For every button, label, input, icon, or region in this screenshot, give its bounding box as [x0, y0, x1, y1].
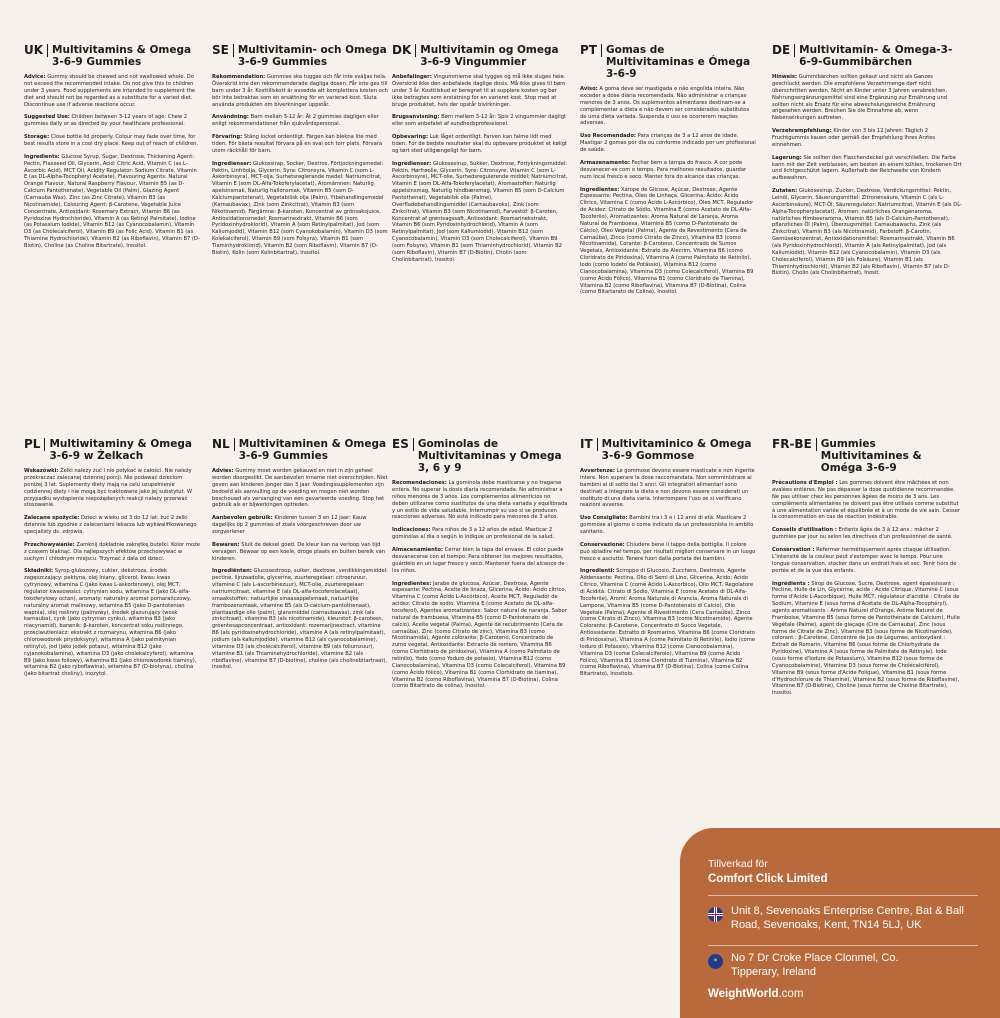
advice: Rekommendation: Gummies ska tuggas och får inte sväljas hela. Överskrid inte den rekommenderade dagliga dosen. Får inte ges till barn under 3 år. Kosttillskott är avsedda att komplettera kosten och bör inte betraktas som en ersättning för en varierad kost. Sluta använda produkten om biverkningar uppstår.	[212, 74, 388, 108]
section-title: Multivitamins & Omega 3-6-9 Gummies	[52, 44, 192, 69]
section-header	[580, 44, 756, 80]
section-header	[580, 438, 756, 462]
language-code: ES	[392, 438, 414, 451]
ingredients: Ingredienti: Sciroppo di Glucosio, Zucchero, Destrosio, Agente Addensante: Pectina, Olio di Semi di Lino, Glicerina, Acido: Acido Citrico, Vitamina C (come Acido L-Ascorbico), Olio MCT, Regolatore di Acidità: Citrato di Sodio, Vitamina E (come Acetato di DL-Alfa-Tocoferile), Aromi: Aroma Naturale di Arancia, Aroma Naturale di Lampone, Vitamina B5 (come D-Pantotenato di Calcio), Olio Vegetale (Palma), Agente di Rivestimento (Cera Carnauba), Zinco (come Citrato di Zinco), Vitamina B3 (come Nicotinamide), Agente Colorante: β-Carotene, Concentrato di Succo Vegetale, Antiossidante: Estratto di Rosmarino, Vitamina B6 (come Cloridrato di Piridossina), Vitamina A (come Palmitato di Retinile), Iodio (come Ioduro di Potassio), Vitamina B12 (come Cianocobalamina), Vitamina D3 (come Colecalciferolo), Vitamina B9 (come Acido Folico), Vitamina B1 (come Cloridrato di Tiamina), Vitamina B2 (come Riboflavina), Vitamina B7 (D-Biotina), Colina (come Colina Bitartrato), Inositolo.	[580, 568, 756, 678]
section-header	[212, 438, 388, 462]
ingredients: Ingrediënten: Glucosestroop, suiker, dextrose, verdikkingsmiddel: pectine, lijnzaadolie, glycerine, zuurteregelaar: citroenzuur, vitamine C (als L-ascorbinezuur), MCT-olie, zuurteregelaar: natriumcitraat, vitamine E (als DL-alfa-tocoferolacetaat), smaakstoffen: natuurlijke sinaasappelsmaak, natuurlijke frambozensmaak, vitamine B5 (als D-calcium-pantothenaat), plantaardige olie (palm), glansmiddel (carnaubawas), zink (als zinkcitraat), vitamine B3 (als nicotinamide), kleurstof: β-caroteen, groentesapconcentraat, antioxidant: rozemarijnextract, vitamine B6 (als pyridoxinehydrochloride), vitamine A (als retinylpalmitaat), jodium (als kaliumjodide), vitamine B12 (als cyanocobalamine), vitamine D3 (als cholecalciferol), vitamine B9 (als foliumzuur), vitamine B1 (als Thiaminehydrochloride), vitamine B2 (als riboflavine), vitamine B7 (D-biotine), choline (als cholinebitartraat), inositol.	[212, 568, 388, 671]
language-code: SE	[212, 44, 234, 57]
ingredients: Ingrédients : Sirop de Glucose, Sucre, Dextrose, agent épaississant : Pectine, Huile de Lin, Glycérine, acide : Acide Citrique, Vitamine C (sous forme d'Acide L-Ascorbique), Huile MCT, régulateur d'acidité : Citrate de Sodium, Vitamine E (sous forme d'Acétate de DL-Alpha-Tocophéryl), agents aromatisants : Arôme Naturel d'Orange, Arôme Naturel de Framboise, Vitamine B5 (sous forme de Pantothénate de Calcium), Huile Végétale (Palme), agent de glaçage (Cire de Carnauba), Zinc (sous forme de Citrate de Zinc), Vitamine B3 (sous forme de Nicotinamide), colorant : β-Carotène, Concentré de Jus de Légumes, antioxydant : Extrait de Romarin, Vitamine B6 (sous forme de Chlorhydrate de Pyridoxine), Vitamine A (sous forme de Palmitate de Rétinyle), Iode (sous forme d'Iodure de Potassium), Vitamine B12 (sous forme de Cyanocobalamine), Vitamine D3 (sous forme de Cholécalciférol), Vitamine B9 (sous forme d'Acide Folique), Vitamine B1 (sous forme d'Hydrochlorure de Thiamine), Vitamine B2 (sous forme de Riboflavine), Vitamine B7 (D-Biotine), Choline (sous forme de Choline Bitartrate), Inositol.	[772, 580, 960, 697]
section-title: Multivitaminico & Omega 3-6-9 Gommose	[601, 438, 752, 463]
language-code: FR-BE	[772, 438, 817, 451]
ingredients: Zutaten: Glukosesirup, Zucker, Dextrose, Verdickungsmittel: Pektin, Leinöl, Glycerin, Säuerungsmittel: Zitronensäure, Vitamin C (als L-Ascorbinsäure), MCT-Öl, Säureregulator: Natriumcitrat, Vitamin E (als DL-Alpha-Tocopherylacetat), Aromen: natürliches Orangenaroma, natürliches Himbeeraroma, Vitamin B5 (als D-Calcium-Pantothenat), pflanzliches Öl (Palm), Überzugsmittel: Carnaubawachs, Zink (als Zinkcitrat), Vitamin B3 (als Nicotinamid), Farbstoff: β-Carotin, Gemüsekonzentrat, Antioxidationsmittel: Rosmarinextrakt, Vitamin B6 (als Pyridoxinhydrochlorid), Vitamin A (als Retinylpalmitat), Jod (als Kaliumiodid), Vitamin B12 (als Cyanocobalamin), Vitamin D3 (als Cholecalciferol), Vitamin B9 (als Folsäure), Vitamin B1 (als Thiaminhydrochlorid), Vitamin B2 (als Riboflavin), Vitamin B7 (als D-Biotin), Cholin (als Cholinbitartrat), Inosit.	[772, 188, 962, 277]
advice: Advice: Gummy should be chewed and not swallowed whole. Do not exceed the recommended intake. Do not give this to children under 3 years. Food supplements are intended to supplement the diet and should not be regarded as a substitute for a varied diet. Discontinue use if adverse reactions occur.	[24, 74, 196, 108]
section-de	[772, 44, 962, 283]
uk-address-row	[708, 905, 978, 933]
section-title: Multivitamin- och Omega 3-6-9 Gummies	[237, 44, 387, 69]
language-code: NL	[212, 438, 235, 451]
storage: Storage: Close bottle lid properly. Colour may fade over time, for best results store in a cool dry place. Keep out of reach of children.	[24, 134, 199, 147]
section-pt	[580, 44, 756, 302]
section-title: Gummies Multivitamines & Oméga 3-6-9	[820, 438, 922, 475]
storage: Armazenamento: Fechar bem a tampa do frasco. A cor pode desvanecer-se com o tempo. Para melhores resultados, guardar num local fresco e seco. Manter fora do alcance das crianças.	[580, 159, 747, 180]
section-title: Multiwitaminy & Omega 3-6-9 w Żelkach	[49, 438, 192, 463]
storage: Lagerung: Sie sollten den Flaschendeckel gut verschließen. Die Farbe kann mit der Zeit verblassen, am besten an einem kühlen, trockenen Ort und lichtgeschützt lagern. Außerhalb der Reichweite von Kindern aufbewahren.	[772, 154, 962, 182]
section-nl	[212, 438, 388, 677]
manufacturer-panel	[680, 828, 1000, 1018]
ie-address: No 7 Dr Croke Place Clonmel, Co. Tipperary, Ireland	[731, 952, 899, 978]
section-header	[24, 438, 200, 462]
section-title: Gomas de Multivitaminas e Ómega 3-6-9	[605, 44, 751, 81]
storage: Conservazione: Chiudere bene il tappo della bottiglia. Il colore può sbiadire nel tempo, per risultati migliori conservare in un luogo fresco e asciutto. Tenere fuori dalla portata dei bambini.	[580, 541, 756, 562]
advice: Avvertenze: Le gommose devono essere masticate e non ingerite intere. Non superare la dose raccomandata. Non somministrare ai bambini al di sotto dei 3 anni. Gli integratori alimentari sono destinati a integrare la dieta e non devono essere considerati un sostituto di una dieta varia. Interrompere l'uso se si verificano reazioni avverse.	[580, 468, 755, 509]
ingredients: Ingredientes: Jarabe de glucosa, Azúcar, Dextrosa, Agente espesante: Pectina, Aceite de linaza, Glicerina, Ácido: Ácido cítrico, Vitamina C (como Ácido L-Ascórbico), Aceite MCT, Regulador de acidez: Citrato de sodio, Vitamina E (como Acetato de DL-alfa-tocoferol), Agentes aromatizantes: Sabor natural de naranja, Sabor natural de frambuesa, Vitamina B5 (como D-Pantotenato de calcio), Aceite vegetal (Palma), Agente de recubrimiento (Cera de carnaúba), Zinc (como Citrato de zinc), Vitamina B3 (como Nicotinamida), Agente colorante: β-Caroteno, Concentrado de zumo vegetal, Antioxidante: Extracto de romero, Vitamina B6 (como Clorhidrato de piridoxina), Vitamina A (como Palmitato de retinilo), Yodo (como Yoduro de potasio), Vitamina B12 (como Cianocobalamina), Vitamina D3 (como Colecalciferol), Vitamina B9 (como Ácido fólico), Vitamina B1 (como Clorhidrato de tiamina), Vitamina B2 (como Riboflavina), Vitamina B7 (D-Biotina), Colina (como Bitartrato de colina), Inositol.	[392, 580, 567, 690]
section-pl	[24, 438, 200, 684]
website-link[interactable]	[708, 988, 803, 1000]
language-code: UK	[24, 44, 48, 57]
company-name: Comfort Click Limited	[708, 873, 828, 885]
language-code: PL	[24, 438, 45, 451]
eu-flag-icon: ✶	[708, 954, 723, 969]
storage: Almacenamiento: Cerrar bien la tapa del envase. El color puede desvanecerse con el tiempo. Para obtener los mejores resultados, guárdelo en un lugar fresco y seco. Mantener fuera del alcance de los niños.	[392, 547, 565, 574]
section-header	[24, 44, 200, 68]
ingredients: Ingredienser: Glukossirap, Socker, Dextros, Förtjockningsmedel: Pektin, Linfröolja, Glycerin, Syra: Citronsyra, Vitamin C (som L-Askorbinsyra), MCT-olja, Surhetsreglerande medel: Natriumcitrat, Vitamin E (som DL-Alfa-Tokoferylacetat), Aromämnen: Naturlig apelsinsmak, Naturlig hallonsmak, Vitamin B5 (som D-Kalciumpantotenat), Vegetabilisk olja (Palm), Ytbehandlingsmedel (Karnaubavax), Zink (som Zinkcitrat), Vitamin B3 (som Nikotinamid), Färgämne: β-karoten, Koncentrat av grönsaksjuice, Antioxidationsmedel: Rosmarinextrakt, Vitamin B6 (som Pyridoxinhydroklorid), Vitamin A (som Retinylpalmitat), Jod (som Kaliumjodid), Vitamin B12 (som Cyanokobalamin), Vitamin D3 (som Kolekalciferol), Vitamin B9 (som Folsyra), Vitamin B1 (som Tiaminhydroklorid), Vitamin B2 (som Riboflavin), Vitamin B7 (D-Biotin), Kolin (som Kolinbitartrat), Inositol.	[212, 160, 388, 256]
section-fr-be	[772, 438, 962, 703]
advice: Précautions d'Emploi : Les gommes doivent être mâchées et non avalées entières. Ne pas dépasser la dose quotidienne recommandée. Ne pas utiliser chez les personnes âgées de moins de 3 ans. Les compléments alimentaires ne doivent pas être utilisés comme substitut à une alimentation variée et équilibrée et à un mode de vie sain. Cesser la consommation en cas de réaction indésirable.	[772, 480, 961, 521]
storage: Bewaren: Sluit de deksel goed. De kleur kan na verloop van tijd vervagen. Bewaar op een koele, droge plaats en buiten bereik van kinderen.	[212, 541, 386, 562]
language-code: PT	[580, 44, 602, 57]
section-title: Multivitamin og Omega 3-6-9 Vingummier	[420, 44, 559, 69]
language-code: DE	[772, 44, 795, 57]
advice: Aviso: A goma deve ser mastigada e não engolida inteira. Não exceder a dose diária recomendada. Não administrar a crianças menores de 3 anos. Os suplementos alimentares destinam-se a complementar a dieta e não devem ser considerados substitutos de uma dieta variada. Suspenda o uso se ocorrerem reações adversas.	[580, 86, 750, 127]
website-bold: WeightWorld	[708, 988, 779, 1000]
suggested-use: Uso Recomendado: Para crianças de 3 a 12 anos de idade. Mastigar 2 gomas por dia ou conforme indicado por um profissional de saúde.	[580, 133, 756, 154]
storage: Przechowywanie: Zamknij dokładnie zakrętkę butelki. Kolor może z czasem blaknąć. Dla najlepszych efektów przechowywać w suchym i chłodnym miejscu. Trzymać z dala od dzieci.	[24, 541, 200, 562]
advice: Hinweis: Gummibärchen sollten gekaut und nicht als Ganzes geschluckt werden. Die empfohlene Verzehrmenge darf nicht überschritten werden. Nicht an Kinder unter 3 Jahren verabreichen. Nahrungsergänzungsmittel sind eine Ergänzung zur Ernährung und sollten nicht als Ersatz für eine abwechslungsreiche Ernährung angesehen werden. Brechen Sie die Einnahme ab, wenn Nebenwirkungen auftreten.	[772, 74, 948, 122]
ingredients: Ingredients: Glucose Syrup, Sugar, Dextrose, Thickening Agent: Pectin, Flaxseed Oil, Glycerin, Acid: Citric Acid, Vitamin C (as L-Ascorbic Acid), MCT Oil, Acidity Regulator: Sodium Citrate, Vitamin E (as DL-Alpha-Tocopheryl Acetate), Flavouring Agents: Natural Orange Flavour, Natural Raspberry Flavour, Vitamin B5 (as D-Calcium Pantothenate), Vegetable Oil (Palm), Glazing Agent (Carnauba Wax), Zinc (as Zinc Citrate), Vitamin B3 (as Nicotinamide), Colouring Agent: β-Carotene, Vegetable Juice Concentrate, Antioxidant: Rosemary Extract, Vitamin B6 (as Pyridoxine Hydrochloride), Vitamin A (as Retinyl Palmitate), Iodine (as Potassium Iodide), Vitamin B12 (as Cyanocobalamin), Vitamin D3 (as Cholecalciferol), Vitamin B9 (as Folic Acid), Vitamin B1 (as Thiamine Hydrochloride), Vitamin B2 (as Riboflavin), Vitamin B7 (D-Biotin), Choline (as Choline Bitartrate), Inositol.	[24, 153, 200, 250]
suggested-use: Zalecane spożycie: Dzieci w wieku od 3 do 12 lat: żuć 2 żelki dziennie lub zgodnie z zaleceniami lekarza lub wykwalifikowanego specjalisty ds. zdrowia.	[24, 515, 197, 535]
section-uk	[24, 44, 200, 256]
language-code: DK	[392, 44, 416, 57]
suggested-use: Brugsanvisning: Børn mellem 3-12 år: Spis 2 vingummier dagligt eller som anbefalet af sundhedsprofessionel.	[392, 114, 567, 128]
section-it	[580, 438, 756, 684]
made-for-label: Tillverkad för	[708, 858, 768, 870]
uk-address: Unit 8, Sevenoaks Enterprise Centre, Bat & Ball Road, Sevenoaks, Kent, TN14 5LJ, UK	[731, 905, 964, 931]
section-dk	[392, 44, 568, 270]
section-header	[772, 44, 962, 68]
ingredients: Ingredientes: Xarope de Glicose, Açúcar, Dextrose, Agente Espessante: Pectina, Óleo de Linhaça, Glicerina, Ácido: Ácido Cítrico, Vitamina C (como Ácido L-Ascórbico), Óleo MCT, Regulador de Acidez: Citrato de Sódio, Vitamina E (como Acetato de DL-Alfa-Tocoferilo), Aromatizantes: Aroma Natural de Laranja, Aroma Natural de Framboesa, Vitamina B5 (como D-Pantotenato de Cálcio), Óleo Vegetal (Palma), Agente de Revestimento (Cera de Carnaúba), Zinco (como Citrato de Zinco), Vitamina B3 (como Nicotinamida), Corante: β-Caroteno, Concentrado de Sumos Vegetais, Antioxidante: Extrato de Alecrim, Vitamina B6 (como Cloridrato de Piridoxina), Vitamina A (como Palmitato de Retinilo), Iodo (como Iodeto de Potássio), Vitamina B12 (como Cianocobalamina), Vitamina D3 (como Colecalciferol), Vitamina B9 (como Ácido Fólico), Vitamina B1 (como Cloridrato de Tiamina), Vitamina B2 (como Riboflavina), Vitamina B7 (D-Biotina), Colina (como Bitartarato de Colina), Inositol.	[580, 186, 754, 296]
suggested-use: Verzehrempfehlung: Kinder von 3 bis 12 Jahren: Täglich 2 Fruchtgummis kauen oder gemäß der Empfehlung Ihres Arztes einnehmen.	[772, 128, 936, 148]
ingredients: Ingredienser: Glukosesirup, Sukker, Dextrose, Fortykningsmiddel: Pektin, Hørfrøolie, Glycerin, Syre: Citronsyre, Vitamin C (som L-Ascorbinsyre), MCT-olie, Surhedsregulerende middel: Natriumcitrat, Vitamin E (som DL-Alfa-Tokoferylacetat), Aromastoffer: Naturlig appelsinsmag, Naturlig hindbærsmag, Vitamin B5 (som D-Calcium Pantothenat), Vegetabilsk olie (Palme), Overfladebehandlingsmiddel (Carnaubavoks), Zink (som Zinkcitrat), Vitamin B3 (som Nicotinamid), Farvestof: β-Caroten, Koncentrat af grøntsagssaft, Antioxidant: Rosmarinekstrakt, Vitamin B6 (som Pyridoxinhydrochlorid), Vitamin A (som Retinylpalmitat), Jod (som Kaliumiodid), Vitamin B12 (som Cyanocobalamin), Vitamin D3 (som Cholecalciferol), Vitamin B9 (som Folsyre), Vitamin B1 (som Thiaminhydrochlorid), Vitamin B2 (som Riboflavin), Vitamin B7 (D-Biotin), Cholin (som Cholinbitartrat), Inositol.	[392, 160, 568, 263]
suggested-use: Användning: Barn mellan 3-12 år: Ät 2 gummies dagligen eller enligt rekommendationer från sjukvårdspersonal.	[212, 114, 379, 128]
section-header	[212, 44, 388, 68]
section-header	[392, 438, 568, 474]
section-header	[772, 438, 962, 474]
ingredients: Składniki: Syrop glukozowy, cukier, dekstroza, środek zagęszczający: pektyna, olej lniany, glicerol, kwas: kwas cytrynowy, witamina C (jako kwas L-askorbinowy), olej MCT, regulator kwasowości: cytrynian sodu, witamina E (jako DL-alfa-tokoferylowy octan), aromaty: naturalny aromat pomarańczowy, naturalny aromat malinowy, witamina B5 (jako D-pantotenian wapnia), olej roślinny (palmowy), środek glazurujący (wosk karnauba), cynk (jako cytrynian cynku), witamina B3 (jako niacynamid), barwnik: β-karoten, koncentrat soku roślinnego, przeciwutleniacz: ekstrakt z rozmarynu, witamina B6 (jako chlorowodorek pirydoksyny), witamina A (jako palmitynian retinylu), jod (jako jodek potasu), witamina B12 (jako cyjanokobalamina), witamina D3 (jako cholekalcyferol), witamina B9 (jako kwas foliowy), witamina B1 (jako chlorowodorek tiaminy), witamina B2 (jako ryboflawina), witamina B7 (D-biotyna), cholina (jako bitartrat choliny), inozytol.	[24, 568, 197, 678]
divider	[708, 895, 978, 896]
section-header	[392, 44, 568, 68]
language-code: IT	[580, 438, 598, 451]
divider	[708, 945, 978, 946]
advice: Advies: Gummy moet worden gekauwd en niet in zijn geheel worden doorgeslikt. De aanbevolen inname niet overschrijden. Niet geven aan kinderen jonger dan 3 jaar. Voedingssupplementen zijn bedoeld als aanvulling op de voeding en mogen niet worden beschouwd als vervanging van een gevarieerde voeding. Stop het gebruik als er bijwerkingen optreden.	[212, 468, 388, 509]
storage: Conservation : Refermer hermétiquement après chaque utilisation. L'intensité de la couleur peut s'estomper avec le temps. Pour une longue conservation, stocker dans un endroit frais et sec. Tenir hors de portée et de la vue des enfants.	[772, 547, 957, 574]
suggested-use: Aanbevolen gebruik: Kinderen tussen 3 en 12 jaar: Kauw dagelijks op 2 gummies of zoals voorgeschreven door uw zorgverlener	[212, 515, 367, 535]
section-es	[392, 438, 568, 696]
ie-address-row	[708, 952, 978, 980]
website-suffix: .com	[778, 988, 804, 1000]
storage: Opbevaring: Luk låget ordentligt. Farven kan falme lidt med tiden. For de bedste resultater skal du opbevare produktet et køligt og tørt sted utilgængeligt for børn.	[392, 134, 568, 154]
suggested-use: Uso Consigliato: Bambini tra i 3 e i 12 anni di età: Masticare 2 gommose al giorno o come indicato da un professionista in ambito sanitario.	[580, 515, 754, 535]
advice: Anbefalinger: Vingummierne skal tygges og må ikke sluges hele. Overskrid ikke den anbefalede daglige dosis. Må ikke gives til børn under 3 år. Kosttilskud er beregnet til at supplere kosten og bør ikke betragtes som erstatning for en varieret kost. Stop med at bruge produktet, hvis der opstår bivirkninger.	[392, 74, 566, 108]
section-title: Multivitamin- & Omega-3-6-9-Gummibärchen	[799, 44, 953, 69]
section-title: Gominolas de Multivitaminas y Omega 3, 6 y 9	[417, 438, 562, 475]
suggested-use: Indicaciones: Para niños de 3 a 12 años de edad. Masticar 2 gominolas al día o según lo indique un profesional de la salud.	[392, 527, 555, 541]
advice: Wskazówki: Żelki należy żuć i nie połykać w całości. Nie należy przekraczać zalecanej dziennej porcji. Nie podawać dzieciom poniżej 3 lat. Suplementy diety mają na celu uzupełnienie codziennej diety i nie mogą być traktowane jako jej substytut. W przypadku wystąpienia niepożądanych reakcji należy przerwać stosowanie.	[24, 468, 193, 509]
storage: Förvaring: Stäng locket ordentligt. Färgen kan blekna lite med tiden. För bästa resultat förvara på en sval och torr plats. Förvara utom räckhåll för barn.	[212, 134, 383, 154]
suggested-use: Conseils d'utilisation : Enfants âgés de 3 à 12 ans : mâcher 2 gummies par jour ou selon les directives d'un professionnel de santé.	[772, 527, 953, 541]
uk-flag-icon	[708, 907, 723, 922]
advice: Recomendaciones: La gominola debe masticarse y no tragarse entera. No superar la dosis diaria recomendada. No administrar a niños menores de 3 años. Los complementos alimenticios no deben utilizarse como sustitutos de una dieta variada y equilibrada y un estilo de vida saludable. Interrumpir su uso si se producen reacciones adversas. No está indicado para menores de 3 años.	[392, 480, 568, 521]
section-title: Multivitaminen & Omega 3-6-9 Gummies	[238, 438, 387, 463]
section-se	[212, 44, 388, 263]
suggested-use: Suggested Use: Children between 3-12 years of age: Chew 2 gummies daily or as directed by your healthcare professional.	[24, 114, 188, 128]
